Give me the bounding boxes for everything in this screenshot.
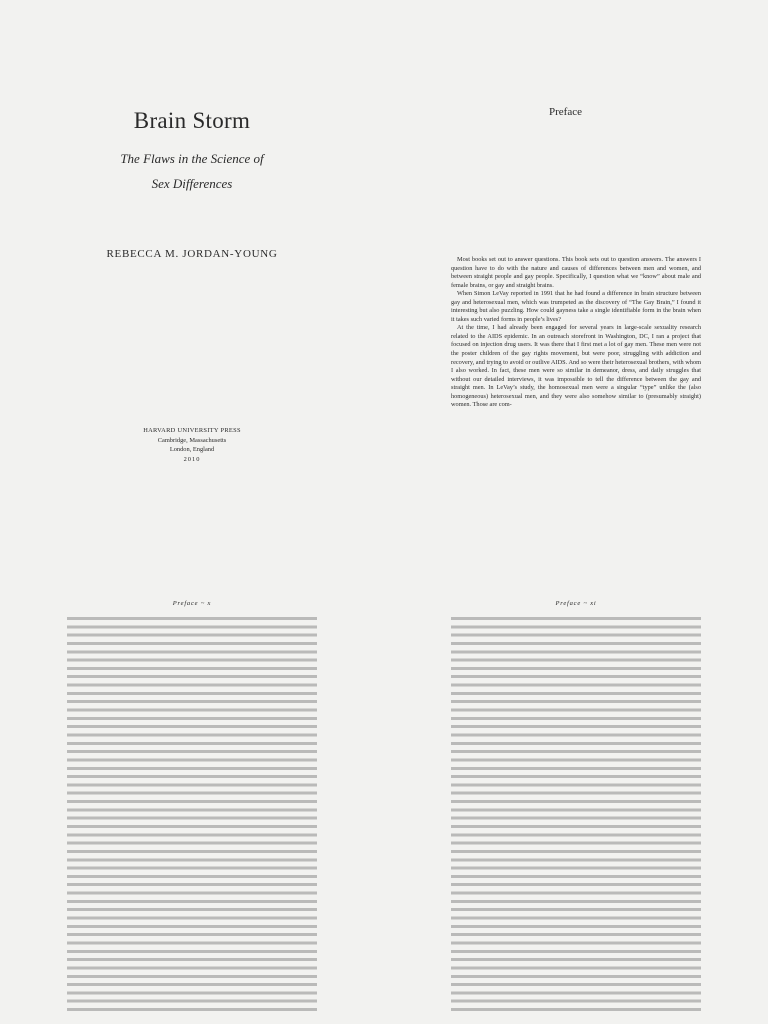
preface-paragraph: At the time, I had already been engaged for several years in large-scale sexuality research related to the AIDS epidemic. In an outreach storefront in Washington, DC, I ran a project that focused on injection drug users. It was there that I first met a lot of gay men. These men were not the poster children of the gay rights movement, but were poor, struggling with addiction and recovery, and trying to avoid or outlive AIDS. And so were their heterosexual brothers, with whom I also worked. In fact, these men were so similar in demeanor, dress, and daily struggles that without our detailed interviews, it was impossible to tell the difference between the gay and straight men. In LeVay’s study, the homosexual men were a singular “type” unlike the (also homogeneous) heterosexual men, and they were also somehow similar to (presumably straight) women. Those are com- bbox=[451, 324, 701, 409]
publisher-city-1: Cambridge, Massachusetts bbox=[157, 436, 227, 444]
publisher-city-2: London, England bbox=[169, 446, 215, 454]
body-text-placeholder bbox=[67, 617, 317, 1012]
preface-heading: Preface bbox=[549, 106, 582, 118]
body-text-placeholder bbox=[451, 617, 701, 1012]
preface-paragraph: Most books set out to answer questions. This book sets out to question answers. The answers I question have to do with the nature and causes of differences between men and women, and between straight people and gay people. Specifically, I question what we “know” about male and female brains, or gay and straight brains. bbox=[451, 256, 701, 289]
book-title: Brain Storm bbox=[133, 108, 251, 133]
publisher-imprint bbox=[0, 426, 384, 464]
running-head: Preface ~ x bbox=[172, 600, 212, 607]
running-head: Preface ~ xi bbox=[555, 600, 597, 607]
preface-page bbox=[384, 0, 768, 512]
publisher-name: HARVARD UNIVERSITY PRESS bbox=[143, 427, 241, 434]
subtitle-line-2: Sex Differences bbox=[151, 176, 233, 191]
author-name: REBECCA M. JORDAN-YOUNG bbox=[106, 248, 278, 260]
subtitle-line-1: The Flaws in the Science of bbox=[120, 151, 264, 166]
preface-body bbox=[451, 256, 701, 410]
title-page bbox=[0, 0, 384, 512]
publication-year: 2010 bbox=[183, 455, 201, 463]
preface-page-x bbox=[0, 512, 384, 1024]
preface-page-xi bbox=[384, 512, 768, 1024]
book-subtitle bbox=[0, 146, 384, 196]
preface-paragraph: When Simon LeVay reported in 1991 that he had found a difference in brain structure between gay and heterosexual men, which was trumpeted as the discovery of “The Gay Brain,” I found it interesting but also puzzling. How could gayness take a single identifiable form in the brain when it takes such varied forms in people’s lives? bbox=[451, 290, 701, 323]
